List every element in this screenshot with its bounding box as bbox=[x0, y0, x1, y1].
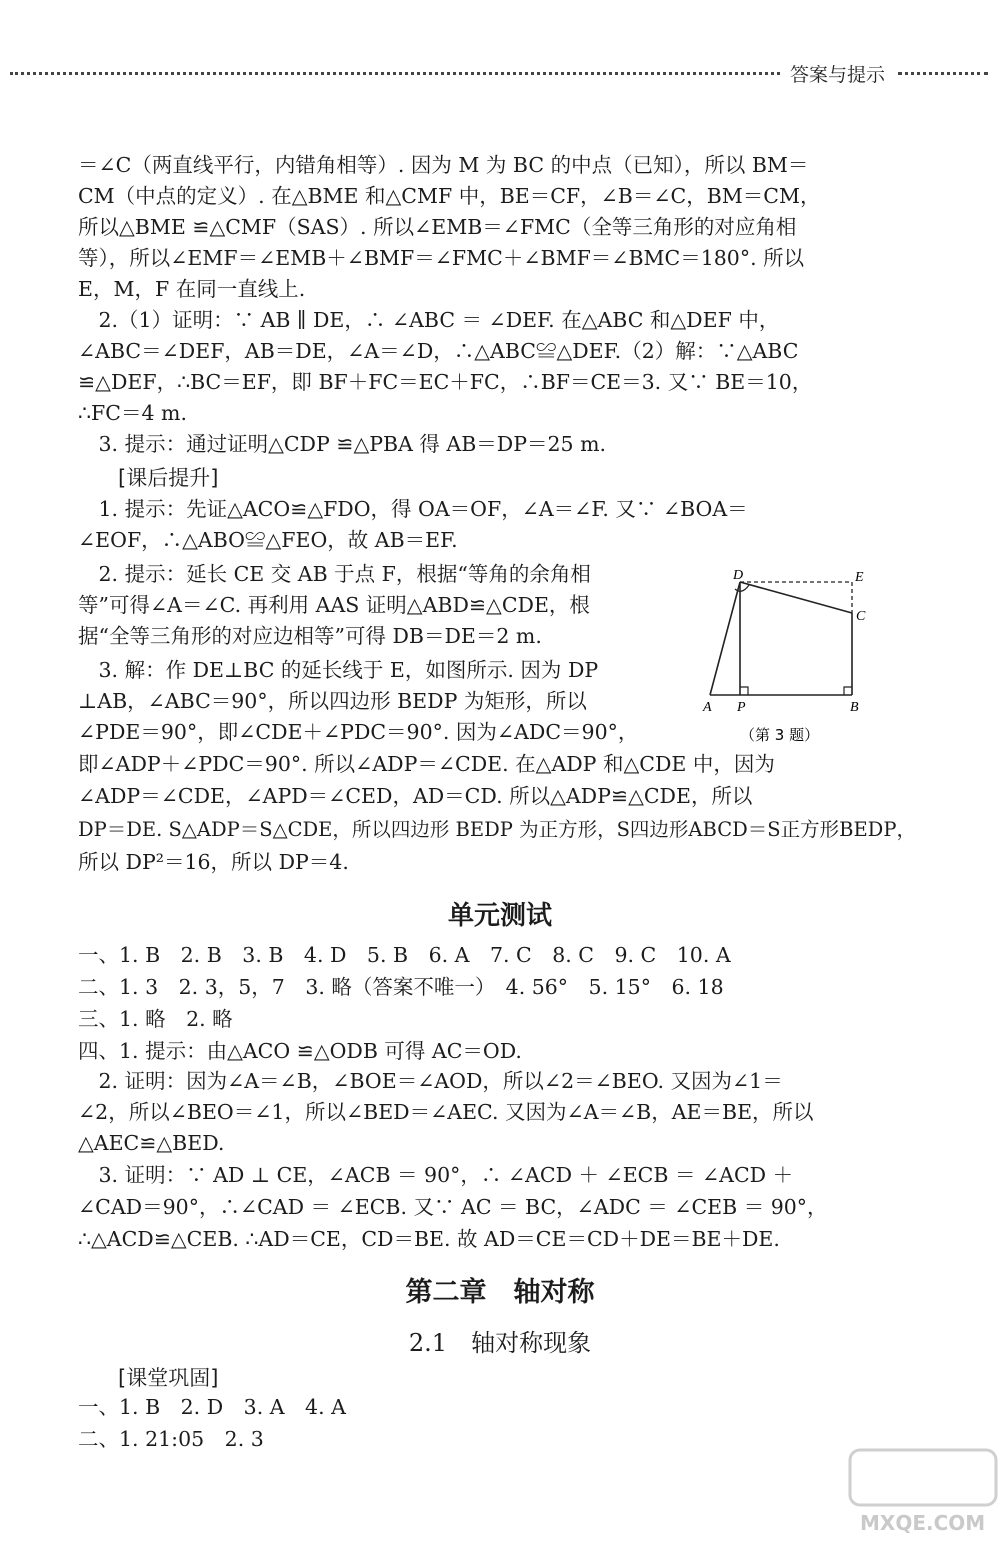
text-line: ∠ABC＝∠DEF，AB＝DE，∠A＝∠D，∴△ABC≌△DEF.（2）解：∵△ABC bbox=[78, 339, 799, 363]
text-line: ≌△DEF，∴BC＝EF，即 BF＋FC＝EC＋FC，∴BF＝CE＝3. 又∵ BE＝10， bbox=[78, 370, 813, 394]
label-e: E bbox=[855, 570, 864, 585]
header-title: 答案与提示 bbox=[790, 64, 886, 86]
geometry-figure bbox=[695, 565, 885, 750]
label-c: C bbox=[856, 609, 866, 624]
text-line: 三、1. 略 2. 略 bbox=[78, 1007, 233, 1031]
text-line: 3. 提示：通过证明△CDP ≌△PBA 得 AB＝DP＝25 m. bbox=[78, 432, 607, 456]
text-line: 所以 DP²＝16，所以 DP＝4. bbox=[78, 850, 349, 874]
text-line: ∴FC＝4 m. bbox=[78, 401, 187, 425]
right-angle-p bbox=[740, 687, 748, 695]
header-rule-left bbox=[10, 72, 780, 75]
text-line: 等），所以∠EMF＝∠EMB＋∠BMF＝∠FMC＋∠BMF＝∠BMC＝180°. 所以 bbox=[78, 246, 805, 270]
right-angle-b bbox=[844, 687, 852, 695]
label-a: A bbox=[703, 700, 712, 715]
text-line: 等”可得∠A＝∠C. 再利用 AAS 证明△ABD≌△CDE，根 bbox=[78, 593, 590, 617]
text-line: ∴△ACD≌△CEB. ∴AD＝CE，CD＝BE. 故 AD＝CE＝CD＋DE＝BE＋DE. bbox=[78, 1227, 780, 1251]
segment-ad bbox=[710, 582, 740, 695]
angle-mark-d bbox=[735, 585, 749, 591]
watermark-logo bbox=[848, 1440, 998, 1540]
text-line: △AEC≌△BED. bbox=[78, 1131, 225, 1155]
segment-dc bbox=[740, 582, 852, 613]
subheading-in-class: [课堂巩固] bbox=[118, 1366, 219, 1390]
text-line: 3. 解：作 DE⊥BC 的延长线于 E，如图所示. 因为 DP bbox=[78, 658, 599, 682]
text-line: 四、1. 提示：由△ACO ≌△ODB 可得 AC＝OD. bbox=[78, 1039, 522, 1063]
watermark-text: MXQE.COM bbox=[860, 1511, 986, 1535]
chapter-title: 第二章 轴对称 bbox=[405, 1277, 595, 1308]
text-line: ＝∠C（两直线平行，内错角相等）. 因为 M 为 BC 的中点（已知），所以 BM＝ bbox=[78, 153, 809, 177]
text-line: 2. 证明：因为∠A＝∠B，∠BOE＝∠AOD，所以∠2＝∠BEO. 又因为∠1＝ bbox=[78, 1069, 783, 1093]
text-line: 一、1. B 2. B 3. B 4. D 5. B 6. A 7. C 8. C 9. C 10. A bbox=[78, 943, 731, 967]
text-line: 即∠ADP＋∠PDC＝90°. 所以∠ADP＝∠CDE. 在△ADP 和△CDE 中，因为 bbox=[78, 752, 775, 776]
text-line: 二、1. 3 2. 3，5，7 3. 略（答案不唯一） 4. 56° 5. 15° 6. 18 bbox=[78, 975, 724, 999]
section-title-unit-test: 单元测试 bbox=[447, 901, 552, 931]
label-p: P bbox=[737, 700, 746, 715]
text-line: 2.（1）证明：∵ AB ∥ DE，∴ ∠ABC ＝ ∠DEF. 在△ABC 和△DEF 中， bbox=[78, 308, 780, 332]
text-line: ∠EOF，∴△ABO≌△FEO，故 AB＝EF. bbox=[78, 528, 458, 552]
text-line: 3. 证明：∵ AD ⊥ CE，∠ACB ＝ 90°，∴ ∠ACD ＋ ∠ECB ＝ ∠ACD ＋ bbox=[78, 1163, 794, 1187]
text-line: E，M，F 在同一直线上. bbox=[78, 277, 306, 301]
figure-caption: （第 3 题） bbox=[740, 726, 820, 744]
text-line: ∠ADP＝∠CDE，∠APD＝∠CED，AD＝CD. 所以△ADP≌△CDE，所以 bbox=[78, 784, 753, 808]
text-line: ∠CAD＝90°，∴∠CAD ＝ ∠ECB. 又∵ AC ＝ BC，∠ADC ＝ ∠CEB ＝ 90°， bbox=[78, 1195, 828, 1219]
text-line: 1. 提示：先证△ACO≌△FDO，得 OA＝OF，∠A＝∠F. 又∵ ∠BOA＝ bbox=[78, 497, 748, 521]
text-line: 一、1. B 2. D 3. A 4. A bbox=[78, 1395, 346, 1419]
text-line: ∠2，所以∠BEO＝∠1，所以∠BED＝∠AEC. 又因为∠A＝∠B，AE＝BE，所以 bbox=[78, 1100, 814, 1124]
text-line: CM（中点的定义）. 在△BME 和△CMF 中，BE＝CF，∠B＝∠C，BM＝CM， bbox=[78, 184, 821, 208]
text-line: ∠PDE＝90°，即∠CDE＋∠PDC＝90°. 因为∠ADC＝90°， bbox=[78, 720, 639, 744]
label-d: D bbox=[733, 568, 744, 583]
text-line: 2. 提示：延长 CE 交 AB 于点 F，根据“等角的余角相 bbox=[78, 562, 591, 586]
subsection-title: 2.1 轴对称现象 bbox=[408, 1329, 592, 1357]
header-rule-right bbox=[898, 72, 988, 75]
subheading-after-class: [课后提升] bbox=[118, 466, 219, 490]
text-line: DP＝DE. S△ADP＝S△CDE，所以四边形 BEDP 为正方形，S四边形ABCD＝S正方形BEDP， bbox=[78, 818, 916, 841]
text-line: 所以△BME ≌△CMF（SAS）. 所以∠EMB＝∠FMC（全等三角形的对应角相 bbox=[78, 215, 797, 239]
text-line: 据“全等三角形的对应边相等”可得 DB＝DE＝2 m. bbox=[78, 624, 542, 648]
text-line: 二、1. 21:05 2. 3 bbox=[78, 1427, 264, 1451]
label-b: B bbox=[850, 700, 859, 715]
text-line: ⊥AB，∠ABC＝90°，所以四边形 BEDP 为矩形，所以 bbox=[78, 689, 587, 713]
